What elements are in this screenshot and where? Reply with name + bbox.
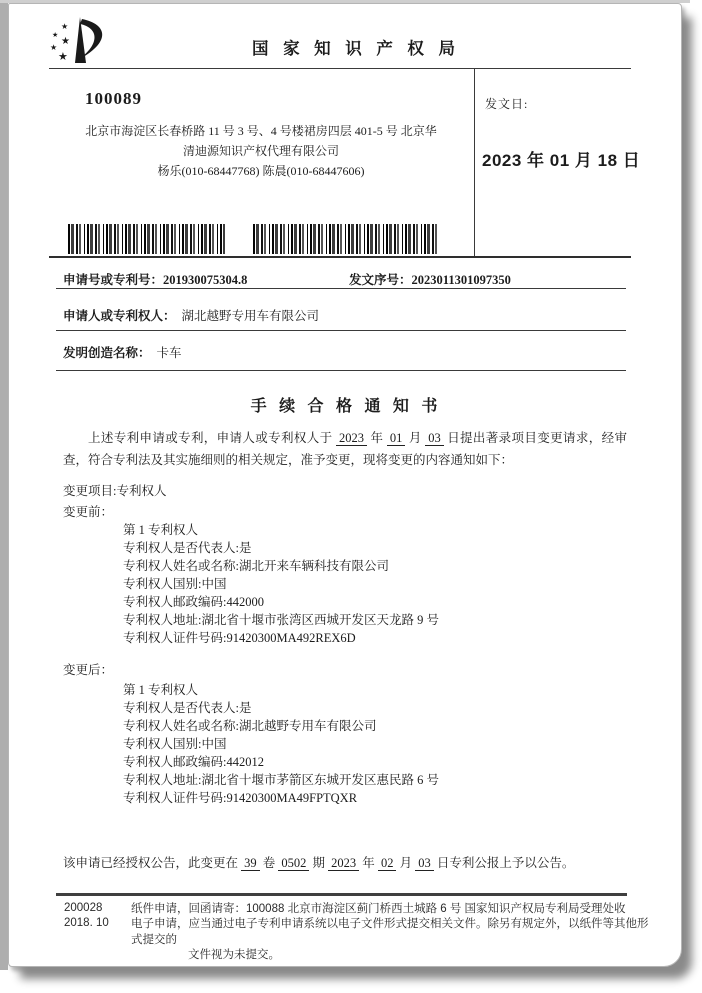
text-line: 专利权人邮政编码:442012: [123, 755, 264, 769]
form-date: 2018. 10: [64, 917, 109, 929]
change-after-label: 变更后：: [63, 663, 114, 677]
svg-text:★: ★: [61, 22, 69, 31]
text-line: 专利权人是否代表人:是: [123, 701, 252, 715]
application-number-row: [63, 270, 247, 288]
invention-name-label: 发明创造名称：: [63, 346, 151, 360]
dispatch-date-value: 2023 年 01 月 18 日: [482, 151, 641, 170]
text-line: 专利权人国别:中国: [123, 577, 227, 591]
text-line: 清迪源知识产权代理有限公司: [182, 144, 339, 158]
underlined-value: 01: [387, 431, 406, 446]
svg-text:★: ★: [58, 51, 68, 63]
svg-text:★: ★: [52, 31, 59, 39]
scan-edge-left: [0, 2, 8, 970]
svg-text:★: ★: [61, 36, 70, 47]
serial-number-value: 2023011301097350: [411, 273, 511, 287]
text-line: 专利权人地址:湖北省十堰市张湾区西城开发区天龙路 9 号: [123, 613, 439, 627]
underlined-value: 39: [241, 856, 260, 871]
footer-line-continuation: 文件视为未提交。: [188, 948, 280, 961]
application-number-label: 申请号或专利号：: [63, 273, 164, 287]
text-line: 专利权人姓名或名称:湖北开来车辆科技有限公司: [123, 559, 389, 573]
applicant-value: 湖北越野专用车有限公司: [181, 309, 320, 323]
divider-header-box-bottom: [49, 256, 631, 258]
text-line: 北京市海淀区长春桥路 11 号 3 号、4 号楼裙房四层 401-5 号 北京华: [85, 124, 437, 138]
applicant-row: [63, 306, 319, 324]
cnipa-logo-icon: [49, 16, 119, 68]
footer-instructions: [131, 902, 659, 963]
divider-header: [49, 68, 631, 69]
text-line: 专利权人证件号码:91420300MA49FPTQXR: [123, 791, 358, 805]
text-line: 专利权人姓名或名称:湖北越野专用车有限公司: [123, 719, 377, 733]
text-segment: 期: [309, 856, 329, 870]
change-item-line: 变更项目:专利权人: [63, 484, 167, 498]
patent-notice-page: [8, 3, 682, 967]
agency-title: 国 家 知 识 产 权 局: [251, 40, 460, 58]
svg-text:★: ★: [50, 43, 58, 52]
underlined-value: 2023: [328, 856, 359, 871]
barcode-left: [68, 224, 225, 254]
notice-paragraph: [63, 427, 627, 471]
underlined-value: 02: [378, 856, 397, 871]
change-before-details: [123, 521, 439, 647]
divider-vertical: [474, 68, 475, 257]
notice-title: 手 续 合 格 通 知 书: [250, 398, 442, 415]
text-segment: 年: [366, 431, 387, 445]
barcode-right: [253, 224, 439, 254]
text-line: 专利权人证件号码:91420300MA492REX6D: [123, 631, 356, 645]
text-segment: 上述专利申请或专利，申请人或专利权人于: [88, 431, 336, 445]
underlined-value: 2023: [336, 431, 367, 446]
divider-row-1: [56, 288, 626, 289]
text-line: 杨乐(010-68447768) 陈晨(010-68447606): [157, 164, 365, 178]
divider-footer: [56, 893, 627, 896]
recipient-address: [51, 121, 471, 181]
invention-name-value: 卡车: [156, 346, 182, 360]
footer-line-electronic: 电子申请，应当通过电子专利申请系统以电子文件形式提交相关文件。除另有规定外，以纸件等其他形式提交的: [131, 918, 649, 946]
text-segment: 月: [396, 856, 416, 870]
text-line: 专利权人是否代表人:是: [123, 541, 252, 555]
text-segment: 卷: [259, 856, 279, 870]
serial-number-label: 发文序号：: [349, 273, 412, 287]
divider-row-3: [56, 370, 626, 371]
text-segment: 该申请已经授权公告，此变更在: [63, 856, 242, 870]
form-code: 200028: [64, 902, 103, 914]
change-after-details: [123, 681, 439, 807]
text-line: 专利权人邮政编码:442000: [123, 595, 264, 609]
applicant-label: 申请人或专利权人：: [63, 309, 176, 323]
text-line: 第 1 专利权人: [123, 523, 199, 537]
text-segment: 日专利公报上予以公告。: [433, 856, 575, 870]
serial-number-row: [349, 270, 511, 288]
underlined-value: 0502: [278, 856, 309, 871]
text-segment: 日提出著录项目变更请求，经审查，符合专利法及其实施细则的相关规定，准予变更，现将变更的内容通知如下：: [63, 431, 627, 467]
publication-note: [63, 853, 574, 871]
text-line: 专利权人国别:中国: [123, 737, 227, 751]
change-before-label: 变更前：: [63, 505, 114, 519]
dispatch-date-label: 发文日:: [485, 97, 529, 111]
divider-row-2: [56, 330, 626, 331]
text-line: 第 1 专利权人: [123, 683, 199, 697]
text-line: 专利权人地址:湖北省十堰市茅箭区东城开发区惠民路 6 号: [123, 773, 439, 787]
underlined-value: 03: [415, 856, 434, 871]
invention-name-row: [63, 343, 182, 361]
application-number-value: 201930075304.8: [163, 273, 248, 287]
recipient-postcode: 100089: [85, 89, 142, 108]
underlined-value: 03: [425, 431, 444, 446]
text-segment: 年: [359, 856, 378, 870]
footer-line-paper: 纸件申请，回函请寄：100088 北京市海淀区蓟门桥西土城路 6 号 国家知识产权局专利局受理处收: [131, 903, 626, 915]
text-segment: 月: [405, 431, 426, 445]
